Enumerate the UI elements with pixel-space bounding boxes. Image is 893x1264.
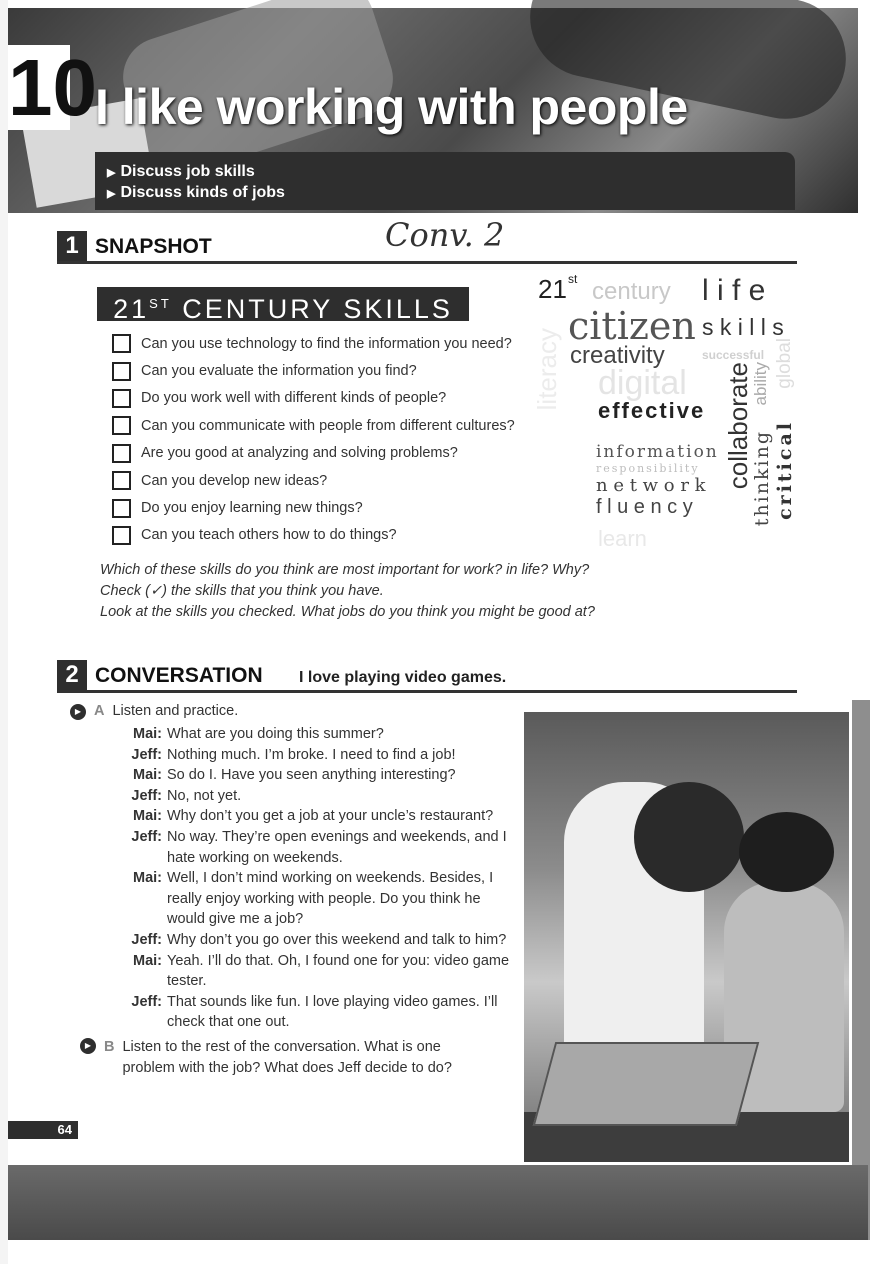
cloud-word: responsibility	[596, 462, 700, 475]
checkbox[interactable]	[112, 334, 131, 353]
question-text: Can you use technology to find the information you need?	[141, 335, 512, 352]
cloud-word: 21	[538, 274, 567, 304]
cloud-word: critical	[774, 420, 796, 520]
prompt-line: Which of these skills do you think are most important for work? in life? Why?	[100, 562, 590, 578]
section-subtitle: I love playing video games.	[299, 669, 507, 686]
question-text: Can you evaluate the information you find?	[141, 363, 417, 380]
cloud-word: global	[774, 338, 795, 389]
dialogue-line	[122, 827, 520, 868]
banner-superscript: ST	[149, 296, 172, 311]
question-text: Can you communicate with people from different cultures?	[141, 417, 515, 434]
dialogue-line	[122, 786, 520, 807]
prompt-line: Check (✓) the skills that you think you have.	[100, 583, 384, 599]
checklist-item	[112, 494, 515, 521]
question-text: Can you teach others how to do things?	[141, 527, 397, 544]
checkbox[interactable]	[112, 362, 131, 381]
section-number: 1	[57, 231, 87, 261]
conversation-header	[57, 660, 797, 693]
triangle-bullet-icon: ▶	[107, 188, 116, 200]
checkbox[interactable]	[112, 416, 131, 435]
unit-number: 10	[8, 43, 97, 132]
page-right-edge	[852, 700, 870, 1240]
activity-a	[70, 703, 520, 720]
dialogue-line	[122, 765, 520, 786]
line-text: What are you doing this summer?	[167, 726, 384, 742]
goal-item	[107, 162, 795, 183]
cloud-word: creativity	[570, 342, 665, 369]
cloud-word: ability	[751, 362, 770, 406]
triangle-bullet-icon: ▶	[107, 167, 116, 179]
speaker: Mai:	[133, 726, 162, 742]
line-text: Well, I don’t mind working on weekends. Besides, I really enjoy working with people. Do you think he would give me a job?	[167, 870, 494, 928]
goal-text: Discuss kinds of jobs	[120, 184, 285, 201]
prompt-line: Look at the skills you checked. What jobs do you think you might be good at?	[100, 604, 595, 620]
checklist-item	[112, 412, 515, 439]
checklist-item	[112, 522, 515, 549]
checklist-item	[112, 357, 515, 384]
speaker: Jeff:	[131, 746, 162, 763]
speaker: Mai:	[133, 808, 162, 825]
section-number: 2	[57, 660, 87, 690]
question-text: Do you work well with different kinds of people?	[141, 390, 447, 407]
section-title: SNAPSHOT	[95, 235, 212, 258]
line-text: No, not yet.	[167, 787, 242, 804]
page-edge	[0, 0, 8, 1264]
activity-b	[80, 1037, 480, 1078]
question-text: Are you good at analyzing and solving problems?	[141, 445, 458, 462]
checklist-item	[112, 467, 515, 494]
line-text: That sounds like fun. I love playing video games. I’ll check that one out.	[167, 993, 498, 1031]
speaker: Jeff:	[131, 931, 162, 948]
cloud-word: l i f e	[702, 274, 766, 307]
section-title: CONVERSATION	[95, 664, 263, 687]
unit-title: I like working with people	[95, 79, 688, 135]
checklist-item	[112, 385, 515, 412]
audio-play-icon[interactable]: ▶	[80, 1038, 96, 1054]
line-text: Nothing much. I’m broke. I need to find a job!	[167, 746, 456, 763]
line-text: No way. They’re open evenings and weekends, and I hate working on weekends.	[167, 828, 507, 866]
dialogue	[122, 724, 520, 1033]
banner-number: 21	[113, 294, 150, 324]
banner-text: CENTURY SKILLS	[171, 294, 453, 324]
question-text: Can you develop new ideas?	[141, 472, 328, 489]
cloud-word: citizen	[568, 304, 696, 348]
checkbox[interactable]	[112, 389, 131, 408]
cloud-word: information	[596, 442, 719, 462]
cloud-word: s k i l l s	[702, 314, 784, 340]
speaker: Jeff:	[131, 993, 162, 1010]
dialogue-line	[122, 951, 520, 992]
activity-letter: A	[94, 703, 105, 719]
goal-text: Discuss job skills	[120, 163, 255, 180]
checkbox[interactable]	[112, 444, 131, 463]
checklist-item	[112, 440, 515, 467]
line-text: So do I. Have you seen anything interesting?	[167, 767, 456, 784]
cloud-word: collaborate	[723, 362, 753, 490]
line-text: Why don’t you go over this weekend and talk to him?	[167, 931, 507, 948]
cloud-word: digital	[598, 364, 687, 402]
line-text: Why don’t you get a job at your uncle’s restaurant?	[167, 808, 494, 825]
checklist-item	[112, 330, 515, 357]
skills-word-cloud	[530, 270, 800, 560]
activity-instruction: Listen to the rest of the conversation. What is one problem with the job? What does Jeff decide to do?	[122, 1038, 452, 1076]
line-text: Yeah. I’ll do that. Oh, I found one for you: video game tester.	[167, 952, 510, 990]
cloud-word: literacy	[532, 328, 562, 411]
handwritten-note: Conv. 2	[385, 216, 505, 254]
photo-laptop-shape	[533, 1042, 760, 1126]
goal-item	[107, 183, 795, 204]
speaker: Mai:	[133, 870, 162, 887]
activity-instruction: Listen and practice.	[112, 703, 239, 719]
checkbox[interactable]	[112, 499, 131, 518]
dialogue-line	[122, 992, 520, 1033]
dialogue-line	[122, 930, 520, 951]
checkbox[interactable]	[112, 471, 131, 490]
cloud-word: n e t w o r k	[596, 475, 706, 496]
speaker: Jeff:	[131, 787, 162, 804]
speaker: Mai:	[133, 767, 162, 784]
activity-letter: B	[104, 1038, 115, 1055]
speaker: Mai:	[133, 952, 162, 969]
cloud-word: successful	[702, 348, 765, 362]
dialogue-line	[122, 806, 520, 827]
photo-man-hair-shape	[739, 812, 834, 892]
unit-goals	[95, 152, 795, 210]
dialogue-line	[122, 724, 520, 745]
speaker: Jeff:	[131, 828, 162, 845]
dialogue-line	[122, 868, 520, 930]
page-number: 64	[8, 1121, 78, 1139]
cloud-word: st	[568, 272, 578, 286]
skills-checklist	[112, 330, 515, 549]
cloud-word: learn	[598, 526, 647, 551]
dialogue-line	[122, 745, 520, 766]
cloud-word: century	[592, 278, 671, 305]
skills-banner	[97, 287, 469, 324]
cloud-word: f l u e n c y	[596, 496, 693, 518]
question-text: Do you enjoy learning new things?	[141, 500, 363, 517]
footer-band	[8, 1165, 868, 1240]
conversation-photo	[524, 712, 849, 1162]
cloud-word: effective	[598, 398, 706, 423]
snapshot-prompts	[100, 560, 595, 623]
conversation-block	[70, 703, 520, 1082]
photo-woman-hair-shape	[634, 782, 744, 892]
audio-play-icon[interactable]: ▶	[70, 704, 86, 720]
cloud-word: thinking	[751, 430, 773, 527]
checkbox[interactable]	[112, 526, 131, 545]
